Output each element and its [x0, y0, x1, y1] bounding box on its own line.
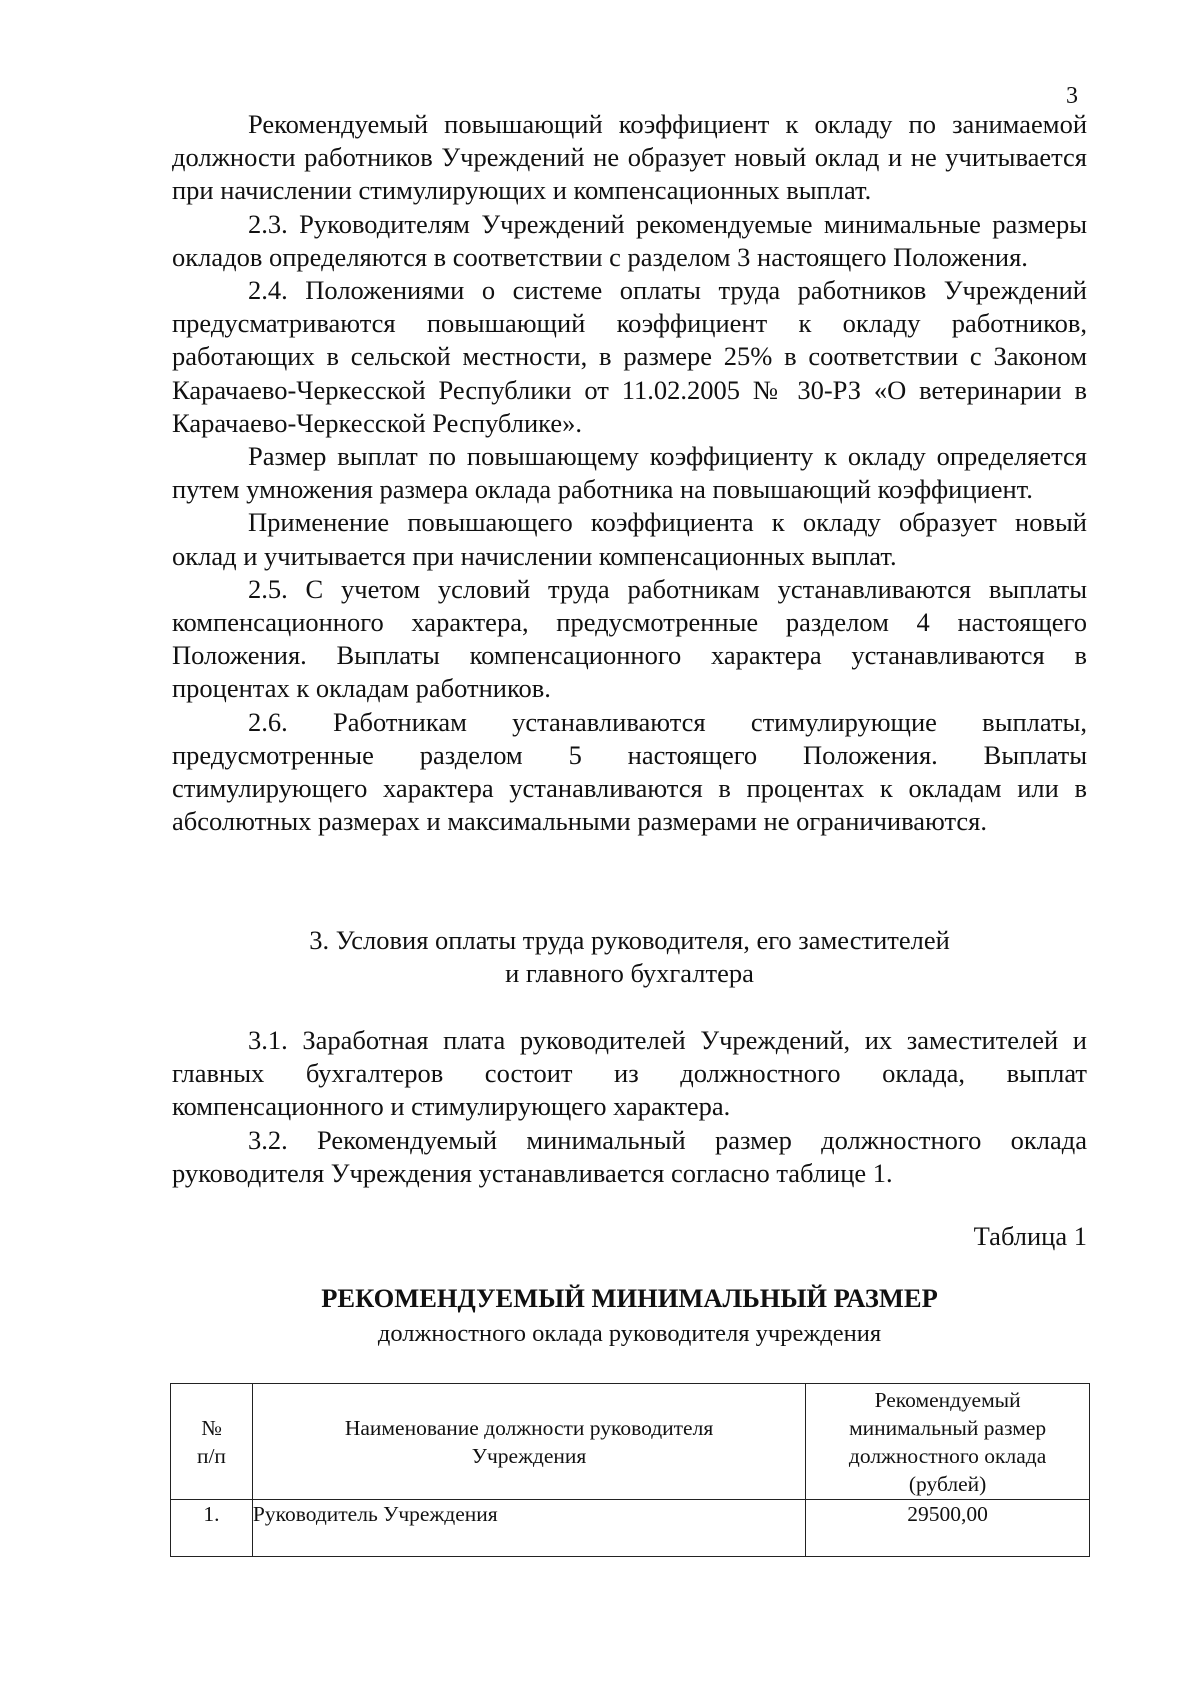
header-text: Наименование должности руководителя: [344, 1415, 714, 1440]
section3-heading-line: 3. Условия оплаты труда руководителя, его заместителей: [309, 925, 950, 955]
paragraph: 3.1. Заработная плата руководителей Учреждений, их заместителей и главных бухгалтеров состоит из должностного оклада, выплат компенсационного и стимулирующего характера.: [172, 1025, 1087, 1122]
header-text: должностного оклада: [848, 1443, 1047, 1468]
paragraph: 2.3. Руководителям Учреждений рекомендуемые минимальные размеры окладов определяются в соответствии с разделом 3 настоящего Положения.: [172, 208, 1087, 272]
table-row: [171, 1500, 1090, 1557]
paragraph: Применение повышающего коэффициента к окладу образует новый оклад и учитывается при начислении компенсационных выплат.: [172, 507, 1087, 571]
paragraph: 2.4. Положениями о системе оплаты труда работников Учреждений предусматриваются повышающий коэффициент к окладу работников, работающих в сельской местности, в размере 25% в соответствии с Законом Карачаево-Черкесской Республики от 11.02.2005 № 30-РЗ «О ветеринарии в Карачаево-Черкесской Республике».: [172, 275, 1087, 438]
header-text: №: [201, 1415, 222, 1440]
section3-heading: [172, 924, 1087, 990]
section3-body: [172, 1024, 1087, 1190]
header-text: (рублей): [908, 1471, 987, 1496]
table-caption: Таблица 1: [973, 1221, 1087, 1251]
cell-salary-size: 29500,00: [806, 1500, 1090, 1557]
paragraph: 3.2. Рекомендуемый минимальный размер должностного оклада руководителя Учреждения устанавливается согласно таблице 1.: [172, 1124, 1087, 1188]
paragraph: Рекомендуемый повышающий коэффициент к окладу по занимаемой должности работников Учреждений не образует новый оклад и не учитывается при начислении стимулирующих и компенсационных выплат.: [172, 109, 1087, 206]
table-title: РЕКОМЕНДУЕМЫЙ МИНИМАЛЬНЫЙ РАЗМЕР: [321, 1283, 938, 1313]
cell-position-name: Руководитель Учреждения: [252, 1500, 805, 1557]
header-number: [171, 1384, 253, 1500]
header-position-name: [252, 1384, 805, 1500]
section2-body: [172, 108, 1087, 838]
salary-table: [170, 1383, 1090, 1557]
paragraph: 2.5. С учетом условий труда работникам устанавливаются выплаты компенсационного характера, предусмотренные разделом 4 настоящего Положения. Выплаты компенсационного характера устанавливаются в процентах к окладам работников.: [172, 573, 1087, 704]
header-salary-size: [806, 1384, 1090, 1500]
paragraph: 2.6. Работникам устанавливаются стимулирующие выплаты, предусмотренные разделом 5 настоящего Положения. Выплаты стимулирующего характера устанавливаются в процентах к окладам или в абсолютных размерах и максимальными размерами не ограничиваются.: [172, 706, 1087, 837]
cell-number: 1.: [171, 1500, 253, 1557]
table-subtitle: должностного оклада руководителя учреждения: [377, 1320, 882, 1347]
section3-heading-line: и главного бухгалтера: [505, 958, 754, 988]
paragraph: Размер выплат по повышающему коэффициенту к окладу определяется путем умножения размера оклада работника на повышающий коэффициент.: [172, 441, 1087, 505]
page-number: 3: [1066, 83, 1078, 109]
header-text: Учреждения: [471, 1443, 587, 1468]
header-text: п/п: [196, 1443, 226, 1468]
header-text: Рекомендуемый: [874, 1387, 1021, 1412]
header-text: минимальный размер: [849, 1415, 1047, 1440]
table-header-row: [171, 1384, 1090, 1500]
